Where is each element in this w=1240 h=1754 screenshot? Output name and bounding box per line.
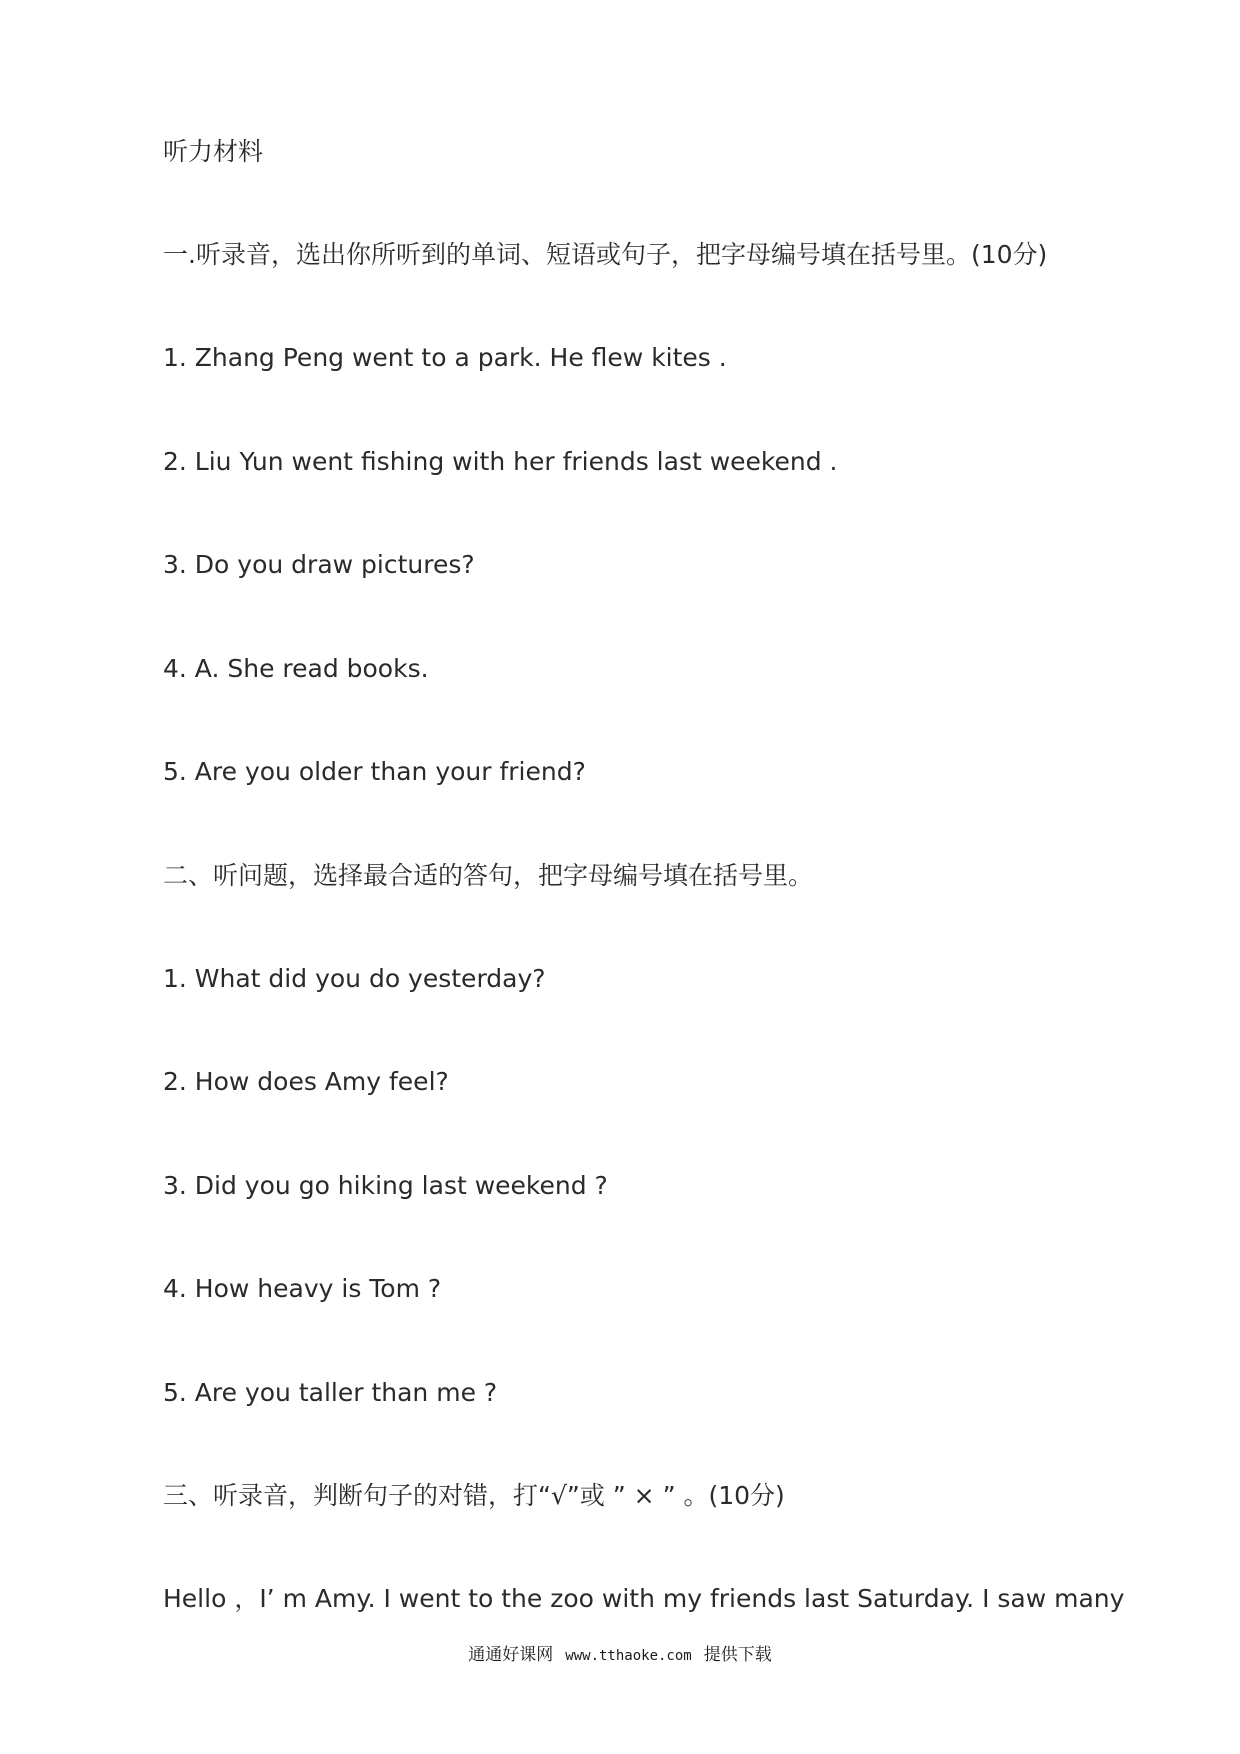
footer-suffix: 提供下载 xyxy=(703,1645,772,1665)
document-title: 听力材料 xyxy=(163,137,264,166)
section1-item: 3. Do you draw pictures? xyxy=(163,550,475,579)
section1-item: 2. Liu Yun went fishing with her friends last weekend . xyxy=(163,447,838,476)
section2-item: 3. Did you go hiking last weekend ? xyxy=(163,1171,608,1200)
section2-item: 4. How heavy is Tom ? xyxy=(163,1274,442,1303)
page-footer xyxy=(0,1643,1240,1668)
footer-prefix: 通通好课网 xyxy=(468,1645,554,1665)
section3-passage: Hello ，I’ m Amy. I went to the zoo with my friends last Saturday. I saw many xyxy=(163,1584,1125,1613)
section1-item: 1. Zhang Peng went to a park. He flew kites . xyxy=(163,343,727,372)
section3-heading: 三、听录音，判断句子的对错，打“√”或 ” × ” 。(10分) xyxy=(163,1481,785,1510)
section1-heading: 一.听录音，选出你所听到的单词、短语或句子，把字母编号填在括号里。(10分) xyxy=(163,240,1048,269)
section1-item: 4. A. She read books. xyxy=(163,654,429,683)
section2-item: 1. What did you do yesterday? xyxy=(163,964,546,993)
section2-item: 5. Are you taller than me ? xyxy=(163,1378,498,1407)
section2-item: 2. How does Amy feel? xyxy=(163,1067,449,1096)
section1-item: 5. Are you older than your friend? xyxy=(163,757,586,786)
section2-heading: 二、听问题，选择最合适的答句，把字母编号填在括号里。 xyxy=(163,861,814,890)
footer-url: www.tthaoke.com xyxy=(565,1648,692,1664)
